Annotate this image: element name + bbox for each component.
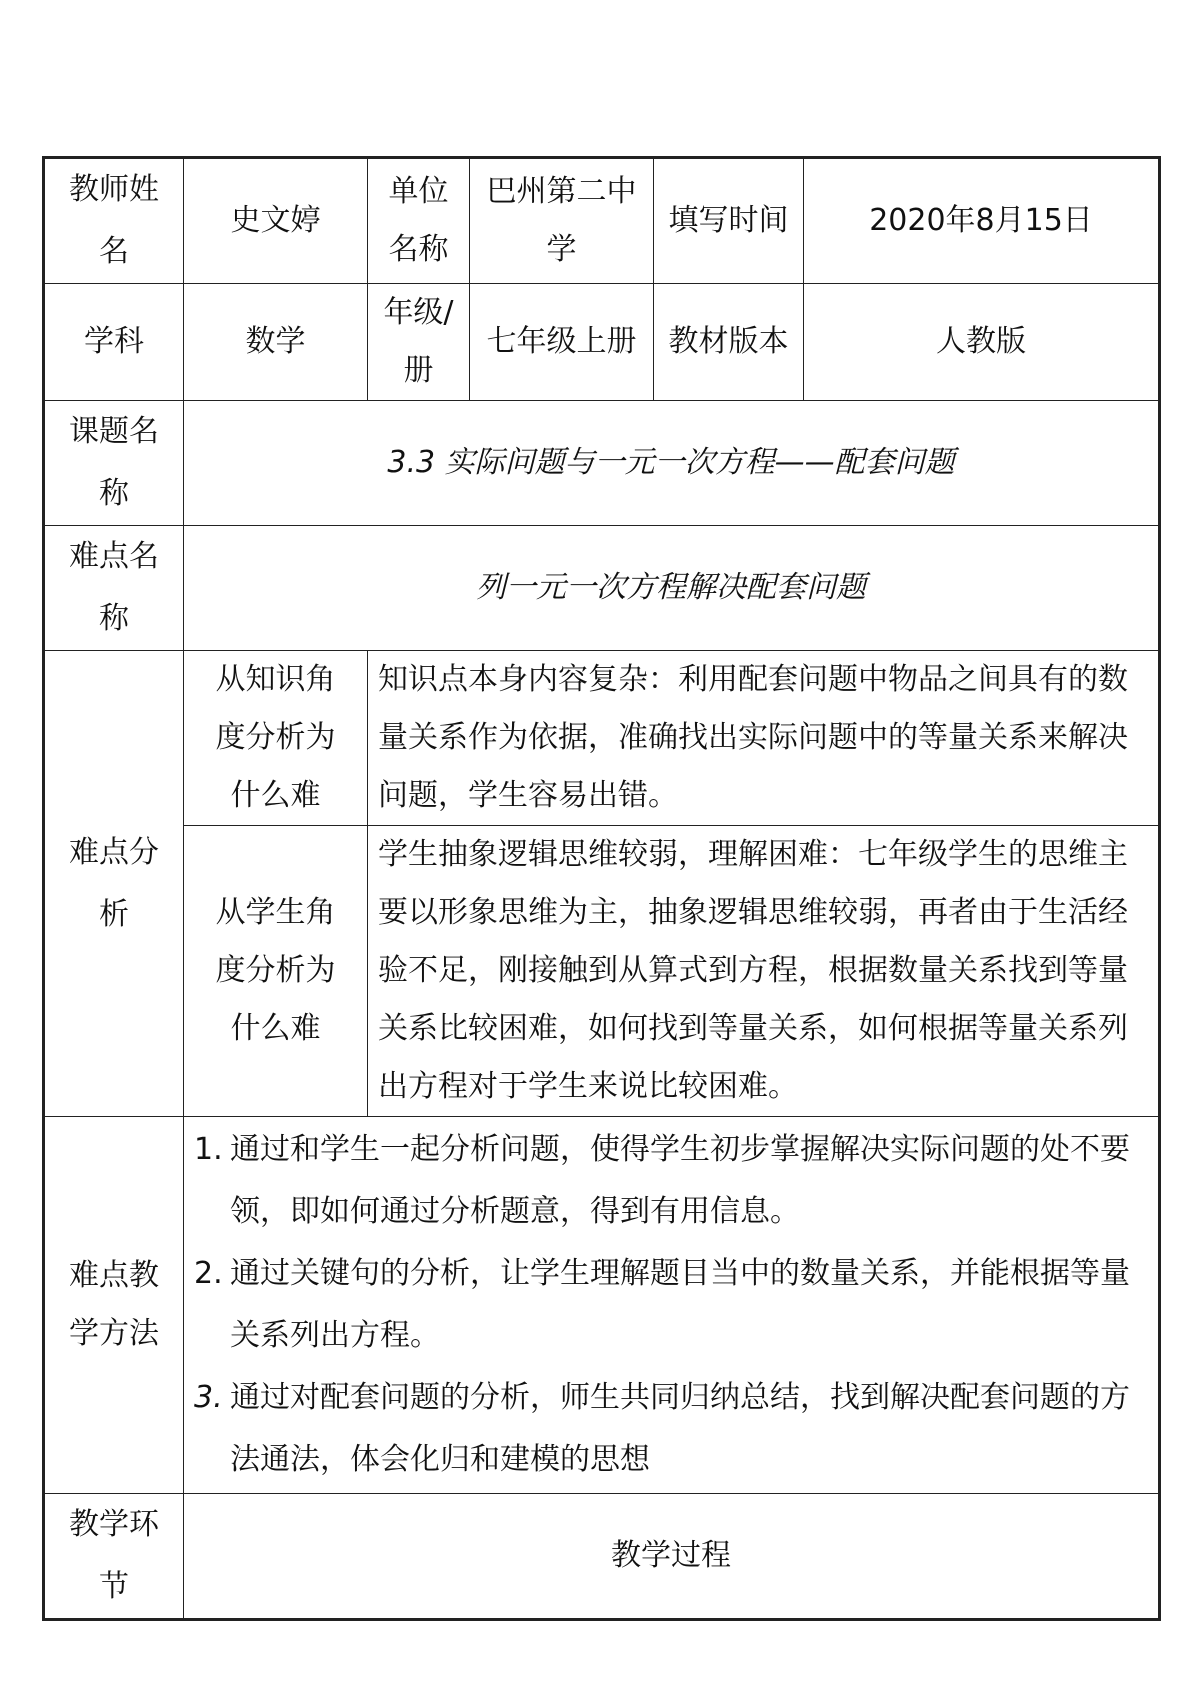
analysis-row-student <box>44 826 1160 1117</box>
lesson-plan-table <box>42 156 1158 1621</box>
methods-row <box>44 1117 1160 1494</box>
analysis-label: 难点分析 <box>44 651 184 1117</box>
topic-label: 课题名称 <box>44 401 184 526</box>
student-angle: 从学生角度分析为什么难 <box>184 826 368 1117</box>
header-row-1 <box>44 158 1160 284</box>
date-value: 2020年8月15日 <box>804 158 1160 284</box>
topic-row <box>44 401 1160 526</box>
difficulty-value: 列一元一次方程解决配套问题 <box>184 526 1160 651</box>
methods-label: 难点教学方法 <box>44 1117 184 1494</box>
difficulty-row <box>44 526 1160 651</box>
topic-value: 3.3 实际问题与一元一次方程——配套问题 <box>184 401 1160 526</box>
teacher-label: 教师姓名 <box>44 158 184 284</box>
process-label: 教学环节 <box>44 1494 184 1620</box>
process-value: 教学过程 <box>184 1494 1160 1620</box>
student-text: 学生抽象逻辑思维较弱，理解困难：七年级学生的思维主要以形象思维为主，抽象逻辑思维较弱，再者由于生活经验不足，刚接触到从算式到方程，根据数量关系找到等量关系比较困难，如何找到等量关系，如何根据等量关系列出方程对于学生来说比较困难。 <box>368 826 1160 1117</box>
methods-list <box>184 1117 1160 1494</box>
knowledge-text: 知识点本身内容复杂：利用配套问题中物品之间具有的数量关系作为依据，准确找出实际问题中的等量关系来解决问题，学生容易出错。 <box>368 651 1160 826</box>
unit-name: 巴州第二中学 <box>470 158 654 284</box>
method-text: 通过关键句的分析，让学生理解题目当中的数量关系，并能根据等量关系列出方程。 <box>230 1256 1130 1353</box>
knowledge-angle: 从知识角度分析为什么难 <box>184 651 368 826</box>
method-item-2 <box>194 1243 1148 1367</box>
method-item-3 <box>194 1367 1148 1491</box>
method-number: 2. <box>194 1256 223 1291</box>
info-table <box>42 156 1161 1621</box>
method-number: 3. <box>194 1380 223 1415</box>
difficulty-label: 难点名称 <box>44 526 184 651</box>
method-text: 通过对配套问题的分析，师生共同归纳总结，找到解决配套问题的方法通法，体会化归和建模的思想 <box>230 1380 1130 1477</box>
header-row-2 <box>44 284 1160 401</box>
subject-label: 学科 <box>44 284 184 401</box>
grade-value: 七年级上册 <box>470 284 654 401</box>
method-number: 1. <box>194 1132 223 1167</box>
subject-value: 数学 <box>184 284 368 401</box>
method-item-1 <box>194 1119 1148 1243</box>
grade-label: 年级/册 <box>368 284 470 401</box>
date-label: 填写时间 <box>654 158 804 284</box>
process-row <box>44 1494 1160 1620</box>
edition-value: 人教版 <box>804 284 1160 401</box>
edition-label: 教材版本 <box>654 284 804 401</box>
teacher-name: 史文婷 <box>184 158 368 284</box>
analysis-row-knowledge <box>44 651 1160 826</box>
method-text: 通过和学生一起分析问题，使得学生初步掌握解决实际问题的处不要领，即如何通过分析题意，得到有用信息。 <box>230 1132 1130 1229</box>
unit-label: 单位名称 <box>368 158 470 284</box>
